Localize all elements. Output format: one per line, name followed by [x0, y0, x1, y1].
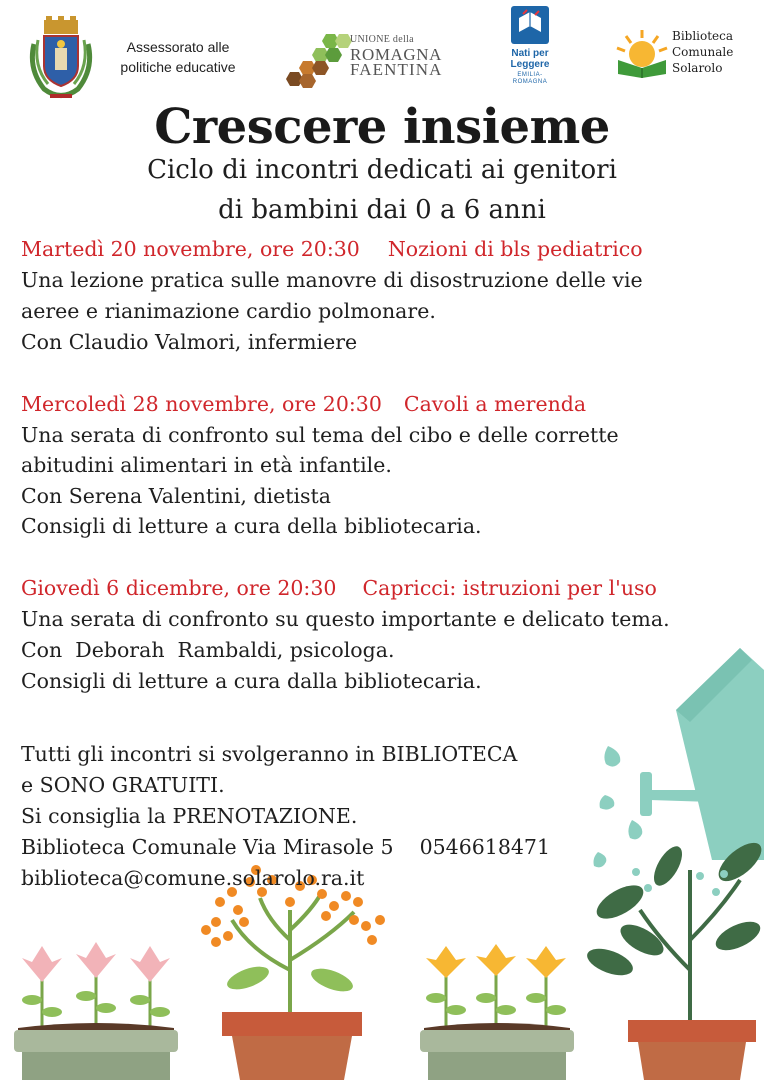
event-1-line: Una lezione pratica sulle manovre di disostruzione delle vie [21, 268, 643, 292]
watering-can-icon [640, 648, 764, 860]
assessorato-label: Assessorato alle politiche educative [120, 39, 236, 75]
biblioteca-comunale-solarolo-logo: Biblioteca Comunale Solarolo [614, 28, 754, 84]
hexagon-cluster-icon [284, 28, 354, 88]
sun-book-icon [614, 28, 670, 78]
event-3-topic: Capricci: istruzioni per l'uso [362, 576, 657, 600]
event-2-speaker: Con Serena Valentini, dietista [21, 484, 332, 508]
event-1-line: aeree e rianimazione cardio polmonare. [21, 299, 436, 323]
book-icon [511, 6, 549, 44]
event-2-line: Una serata di confronto sul tema del cibo e delle corrette [21, 423, 619, 447]
leafy-plant-pot [584, 836, 764, 1080]
footer-line: e SONO GRATUITI. [21, 773, 225, 797]
event-2-topic: Cavoli a merenda [403, 392, 587, 416]
header-logos [0, 0, 764, 100]
nati-per-leggere-logo: Nati per Leggere EMILIA- ROMAGNA [508, 6, 552, 90]
subtitle: Ciclo di incontri dedicati ai genitori di bambini dai 0 a 6 anni [147, 155, 617, 225]
event-3-line: Consigli di letture a cura dalla bibliotecaria. [21, 669, 482, 693]
event-1-topic: Nozioni di bls pediatrico [387, 237, 643, 261]
event-3-line: Una serata di confronto su questo importante e delicato tema. [21, 607, 670, 631]
event-1-date: Martedì 20 novembre, ore 20:30 [21, 237, 360, 261]
event-1-heading [21, 234, 643, 264]
water-drops-icon [594, 746, 643, 867]
event-2-line: Consigli di letture a cura della bibliotecaria. [21, 514, 482, 538]
municipal-crest-icon [24, 14, 98, 102]
berry-plant-pot [201, 865, 385, 1080]
event-2-date: Mercoledì 28 novembre, ore 20:30 [21, 392, 382, 416]
event-3-heading [21, 573, 657, 603]
footer-line: Tutti gli incontri si svolgeranno in BIBLIOTECA [21, 742, 518, 766]
unione-romagna-faentina-logo: UNIONE della ROMAGNA FAENTINA [284, 28, 454, 88]
event-2-heading [21, 389, 586, 419]
footer-email-link[interactable]: biblioteca@comune.solarolo.ra.it [21, 866, 365, 890]
page-title: Crescere insieme [154, 99, 610, 155]
event-1-speaker: Con Claudio Valmori, infermiere [21, 330, 358, 354]
footer-line: Si consiglia la PRENOTAZIONE. [21, 804, 358, 828]
event-3-date: Giovedì 6 dicembre, ore 20:30 [21, 576, 337, 600]
yellow-flowers-planter [420, 944, 574, 1080]
footer-address: Biblioteca Comunale Via Mirasole 5 0546618471 [21, 835, 550, 859]
pink-flowers-planter [14, 942, 178, 1080]
event-3-speaker: Con Deborah Rambaldi, psicologa. [21, 638, 395, 662]
event-2-line: abitudini alimentari in età infantile. [21, 453, 392, 477]
